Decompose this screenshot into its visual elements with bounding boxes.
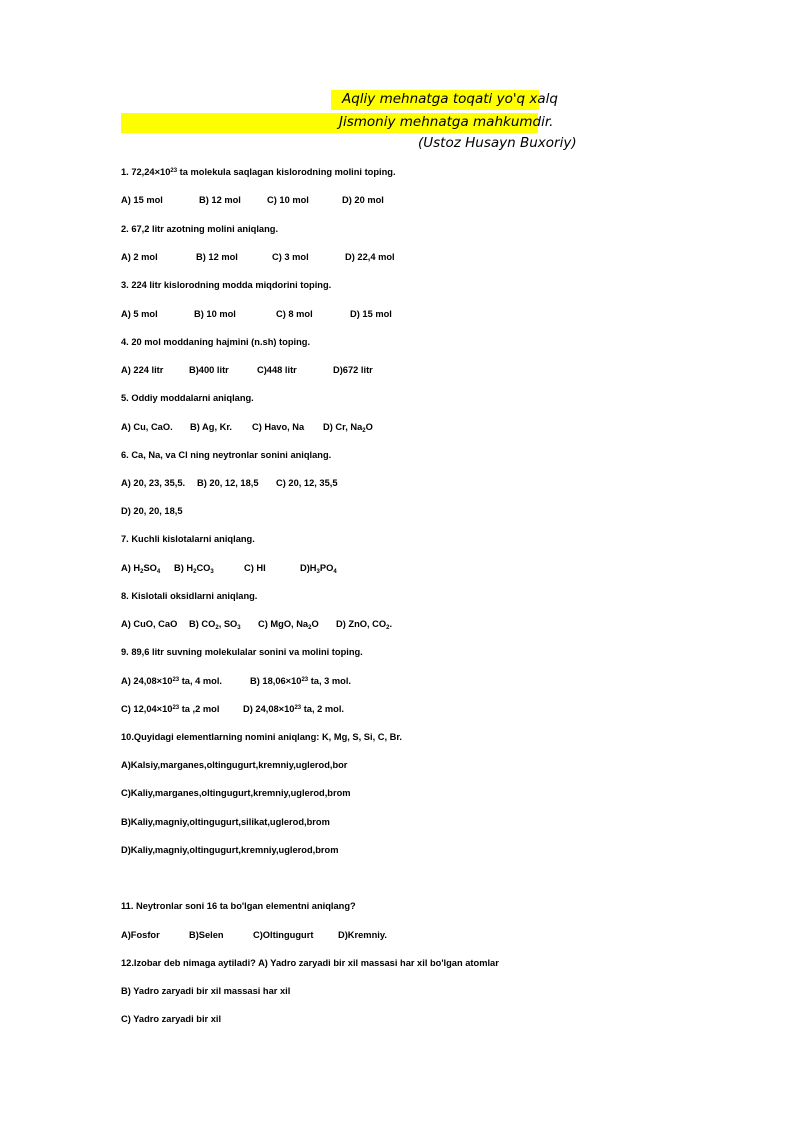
answer-12-b: B) Yadro zaryadi bir xil massasi har xil <box>121 986 291 996</box>
option-b: B)400 litr <box>189 365 229 375</box>
option-b: B) 12 mol <box>199 195 241 205</box>
question-4: 4. 20 mol moddaning hajmini (n.sh) toping. <box>121 337 311 347</box>
option-d: $D)H_3PO_4$ <box>300 563 337 575</box>
option-a: A)Fosfor <box>121 930 160 940</box>
answer-10-b: B)Kaliy,magniy,oltingugurt,silikat,uglerod,brom <box>121 817 330 827</box>
option-b: B) Ag, Kr. <box>190 422 233 432</box>
question-10: 10.Quyidagi elementlarning nomini aniqlang: K, Mg, S, Si, C, Br. <box>121 732 403 742</box>
question-3: 3. 224 litr kislorodning modda miqdorini toping. <box>121 280 332 290</box>
option-d: D) Cr, $Na_2O$ <box>323 422 373 434</box>
question-7: 7. Kuchli kislotalarni aniqlang. <box>121 534 255 544</box>
option-d: D)Kremniy. <box>338 930 387 940</box>
option-c: C) $12,04\times 10^{23}$ ta ,2 mol <box>121 704 220 714</box>
question-8: 8. Kislotali oksidlarni aniqlang. <box>121 591 258 601</box>
option-b: B)Selen <box>189 930 224 940</box>
option-d: D) $24,08\times 10^{23}$ ta, 2 mol. <box>243 704 345 714</box>
option-b: B) 20, 12, 18,5 <box>197 478 259 488</box>
option-c: C)448 litr <box>257 365 297 375</box>
option-b: B) 12 mol <box>196 252 238 262</box>
epigraph-line2: Jismoniy mehnatga mahkumdir. <box>339 114 554 130</box>
option-c: C) 3 mol <box>272 252 309 262</box>
option-b: B) $CO_2$, $SO_3$ <box>189 619 241 631</box>
question-6: 6. Ca, Na, va Cl ning neytronlar sonini aniqlang. <box>121 450 332 460</box>
option-a: A) $H_2SO_4$ <box>121 563 161 575</box>
option-c: C) Havo, Na <box>252 422 305 432</box>
option-a: A) 2 mol <box>121 252 158 262</box>
option-a: A) CuO, CaO <box>121 619 178 629</box>
option-c: C) 8 mol <box>276 309 313 319</box>
option-b: B) 10 mol <box>194 309 236 319</box>
option-a: A) 5 mol <box>121 309 158 319</box>
epigraph-line1: Aqliy mehnatga toqati yo'q xalq <box>342 91 558 107</box>
option-a: A) $24,08\times 10^{23}$ ta, 4 mol. <box>121 676 223 686</box>
answer-6-d: D) 20, 20, 18,5 <box>121 506 183 516</box>
option-b: B) $H_2CO_3$ <box>174 563 214 575</box>
option-a: A) 15 mol <box>121 195 163 205</box>
option-d: D) ZnO, $CO_2$. <box>336 619 393 631</box>
option-c: C)Oltingugurt <box>253 930 314 940</box>
option-d: D) 22,4 mol <box>345 252 395 262</box>
option-c: C) 10 mol <box>267 195 309 205</box>
option-c: C) 20, 12, 35,5 <box>276 478 338 488</box>
question-12: 12.Izobar deb nimaga aytiladi? A) Yadro zaryadi bir xil massasi har xil bo'lgan atomlar <box>121 958 499 968</box>
option-d: D) 15 mol <box>350 309 392 319</box>
question-2: 2. 67,2 litr azotning molini aniqlang. <box>121 224 279 234</box>
option-a: A) 20, 23, 35,5. <box>121 478 186 488</box>
question-11: 11. Neytronlar soni 16 ta bo'lgan elementni aniqlang? <box>121 901 356 911</box>
option-a: A) 224 litr <box>121 365 164 375</box>
answer-10-c: C)Kaliy,marganes,oltingugurt,kremniy,uglerod,brom <box>121 788 351 798</box>
option-d: D)672 litr <box>333 365 373 375</box>
option-c: C) HI <box>244 563 266 573</box>
question-9: 9. 89,6 litr suvning molekulalar sonini va molini toping. <box>121 647 363 657</box>
question-1: 1. $72,24\times 10^{23}$ ta molekula saqlagan kislorodning molini toping. <box>121 167 396 177</box>
answer-10-d: D)Kaliy,magniy,oltingugurt,kremniy,uglerod,brom <box>121 845 339 855</box>
option-c: C) MgO, $Na_2O$ <box>258 619 319 631</box>
question-5: 5. Oddiy moddalarni aniqlang. <box>121 393 254 403</box>
option-b: B) $18,06\times 10^{23}$ ta, 3 mol. <box>250 676 352 686</box>
answer-12-c: C) Yadro zaryadi bir xil <box>121 1014 222 1024</box>
epigraph-author: (Ustoz Husayn Buxoriy) <box>418 135 577 151</box>
answer-10-a: A)Kalsiy,marganes,oltingugurt,kremniy,uglerod,bor <box>121 760 348 770</box>
option-a: A) Cu, CaO. <box>121 422 173 432</box>
option-d: D) 20 mol <box>342 195 384 205</box>
